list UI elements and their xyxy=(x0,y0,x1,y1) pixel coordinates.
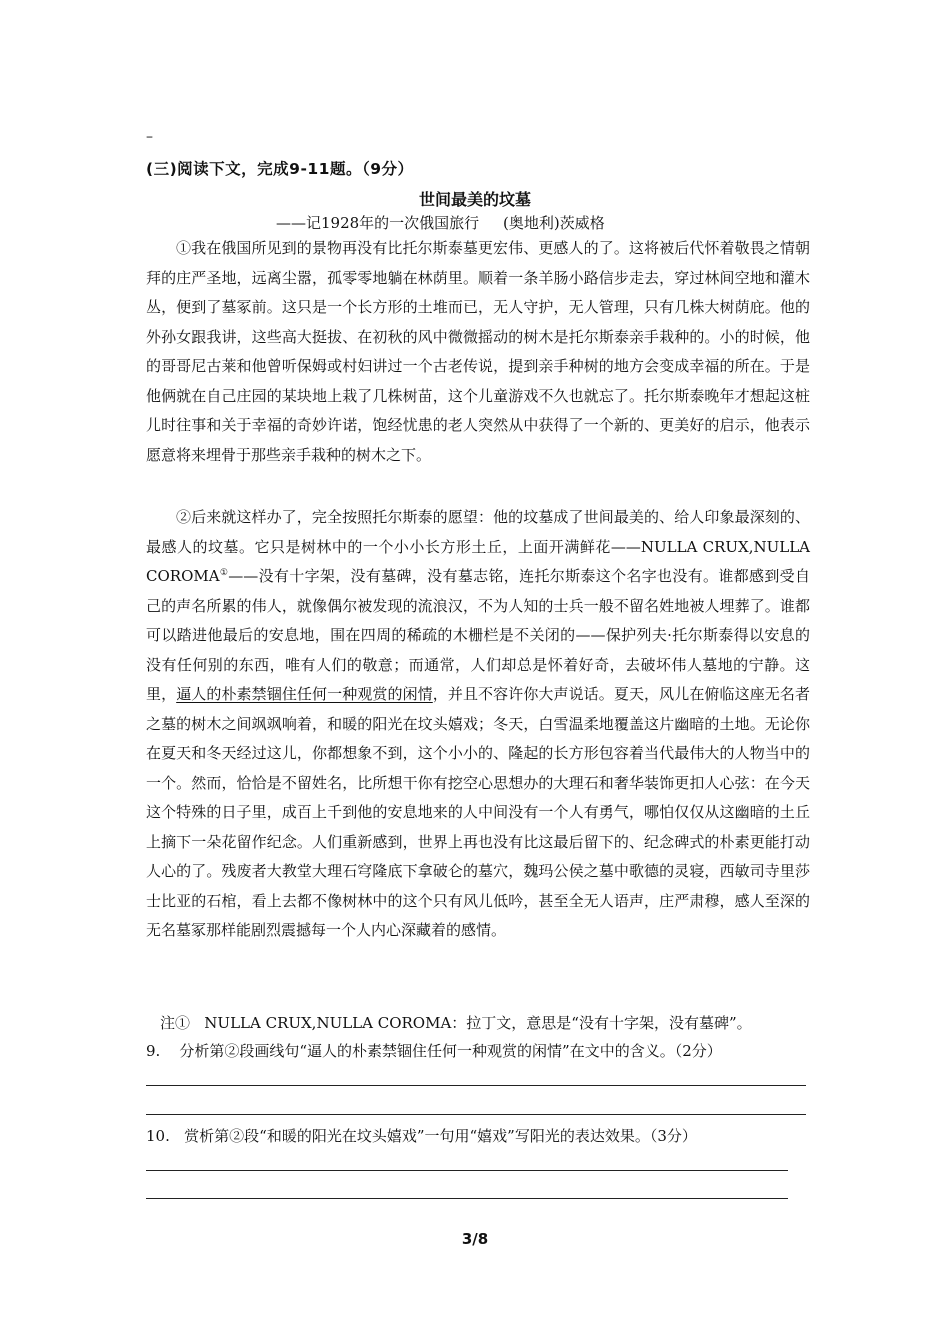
answer-line[interactable] xyxy=(146,1198,788,1199)
answer-line[interactable] xyxy=(146,1170,788,1171)
question-9: 9. 分析第②段画线句“逼人的朴素禁锢住任何一种观赏的闲情”在文中的含义。（2分） xyxy=(146,1042,722,1060)
section-heading: (三)阅读下文，完成9-11题。（9分） xyxy=(146,160,414,178)
paragraph-2-part-a: ②后来就这样办了，完全按照托尔斯泰的愿望：他的坟墓成了世间最美的、给人印象最深刻的、最感人的坟墓。它只是树林中的一个小小长方形土丘，上面开满鲜花——NULLA CRUX,NULLA COROMA xyxy=(146,508,810,585)
article-subtitle: ——记1928年的一次俄国旅行 (奥地利)茨威格 xyxy=(276,214,605,232)
paragraph-2 xyxy=(146,503,810,946)
footnote-marker: ① xyxy=(219,568,229,578)
page-number: 3/8 xyxy=(461,1230,489,1248)
top-mark: – xyxy=(146,129,153,145)
underlined-sentence: 逼人的朴素禁锢住任何一种观赏的闲情 xyxy=(176,685,433,703)
paragraph-2-part-c: ，并且不容许你大声说话。夏天，风儿在俯临这座无名者之墓的树木之间飒飒响着，和暖的阳光在坟头嬉戏；冬天，白雪温柔地覆盖这片幽暗的土地。无论你在夏天和冬天经过这儿，你都想象不到，这个小小的、隆起的长方形包容着当代最伟大的人物当中的一个。然而，恰恰是不留姓名，比所想干你有挖空心思想办的大理石和奢华装饰更扣人心弦：在今天这个特殊的日子里，成百上千到他的安息地来的人中间没有一个人有勇气，哪怕仅仅从这幽暗的土丘上摘下一朵花留作纪念。人们重新感到，世界上再也没有比这最后留下的、纪念碑式的朴素更能打动人心的了。残废者大教堂大理石穹隆底下拿破仑的墓穴，魏玛公侯之墓中歌德的灵寝，西敏司寺里莎士比亚的石棺，看上去都不像树林中的这个只有风儿低吟，甚至全无人语声，庄严肃穆，感人至深的无名墓冢那样能剧烈震撼每一个人内心深藏着的感情。 xyxy=(146,685,810,939)
question-10: 10. 赏析第②段“和暖的阳光在坟头嬉戏”一句用“嬉戏”写阳光的表达效果。（3分） xyxy=(146,1127,697,1145)
footnote: 注① NULLA CRUX,NULLA COROMA：拉丁文，意思是“没有十字架，没有墓碑”。 xyxy=(160,1014,752,1032)
paragraph-2-part-b: ——没有十字架，没有墓碑，没有墓志铭，连托尔斯泰这个名字也没有。谁都感到受自己的声名所累的伟人，就像偶尔被发现的流浪汉，不为人知的士兵一般不留名姓地被人埋葬了。谁都可以踏进他最后的安息地，围在四周的稀疏的木栅栏是不关闭的——保护列夫·托尔斯泰得以安息的没有任何别的东西，唯有人们的敬意；而通常，人们却总是怀着好奇，去破坏伟人墓地的宁静。这里， xyxy=(146,567,810,703)
article-title: 世间最美的坟墓 xyxy=(418,190,531,209)
answer-line[interactable] xyxy=(146,1114,806,1115)
paragraph-1: ①我在俄国所见到的景物再没有比托尔斯泰墓更宏伟、更感人的了。这将被后代怀着敬畏之情朝拜的庄严圣地，远离尘嚣，孤零零地躺在林荫里。顺着一条羊肠小路信步走去，穿过林间空地和灌木丛，便到了墓冢前。这只是一个长方形的土堆而已，无人守护，无人管理，只有几株大树荫庇。他的外孙女跟我讲，这些高大挺拔、在初秋的风中微微摇动的树木是托尔斯泰亲手栽种的。小的时候，他的哥哥尼古莱和他曾听保姆或村妇讲过一个古老传说，提到亲手种树的地方会变成幸福的所在。于是他俩就在自己庄园的某块地上栽了几株树苗，这个儿童游戏不久也就忘了。托尔斯泰晚年才想起这桩儿时往事和关于幸福的奇妙许诺，饱经忧患的老人突然从中获得了一个新的、更美好的启示，他表示愿意将来埋骨于那些亲手栽种的树木之下。 xyxy=(146,239,810,464)
answer-line[interactable] xyxy=(146,1085,806,1086)
